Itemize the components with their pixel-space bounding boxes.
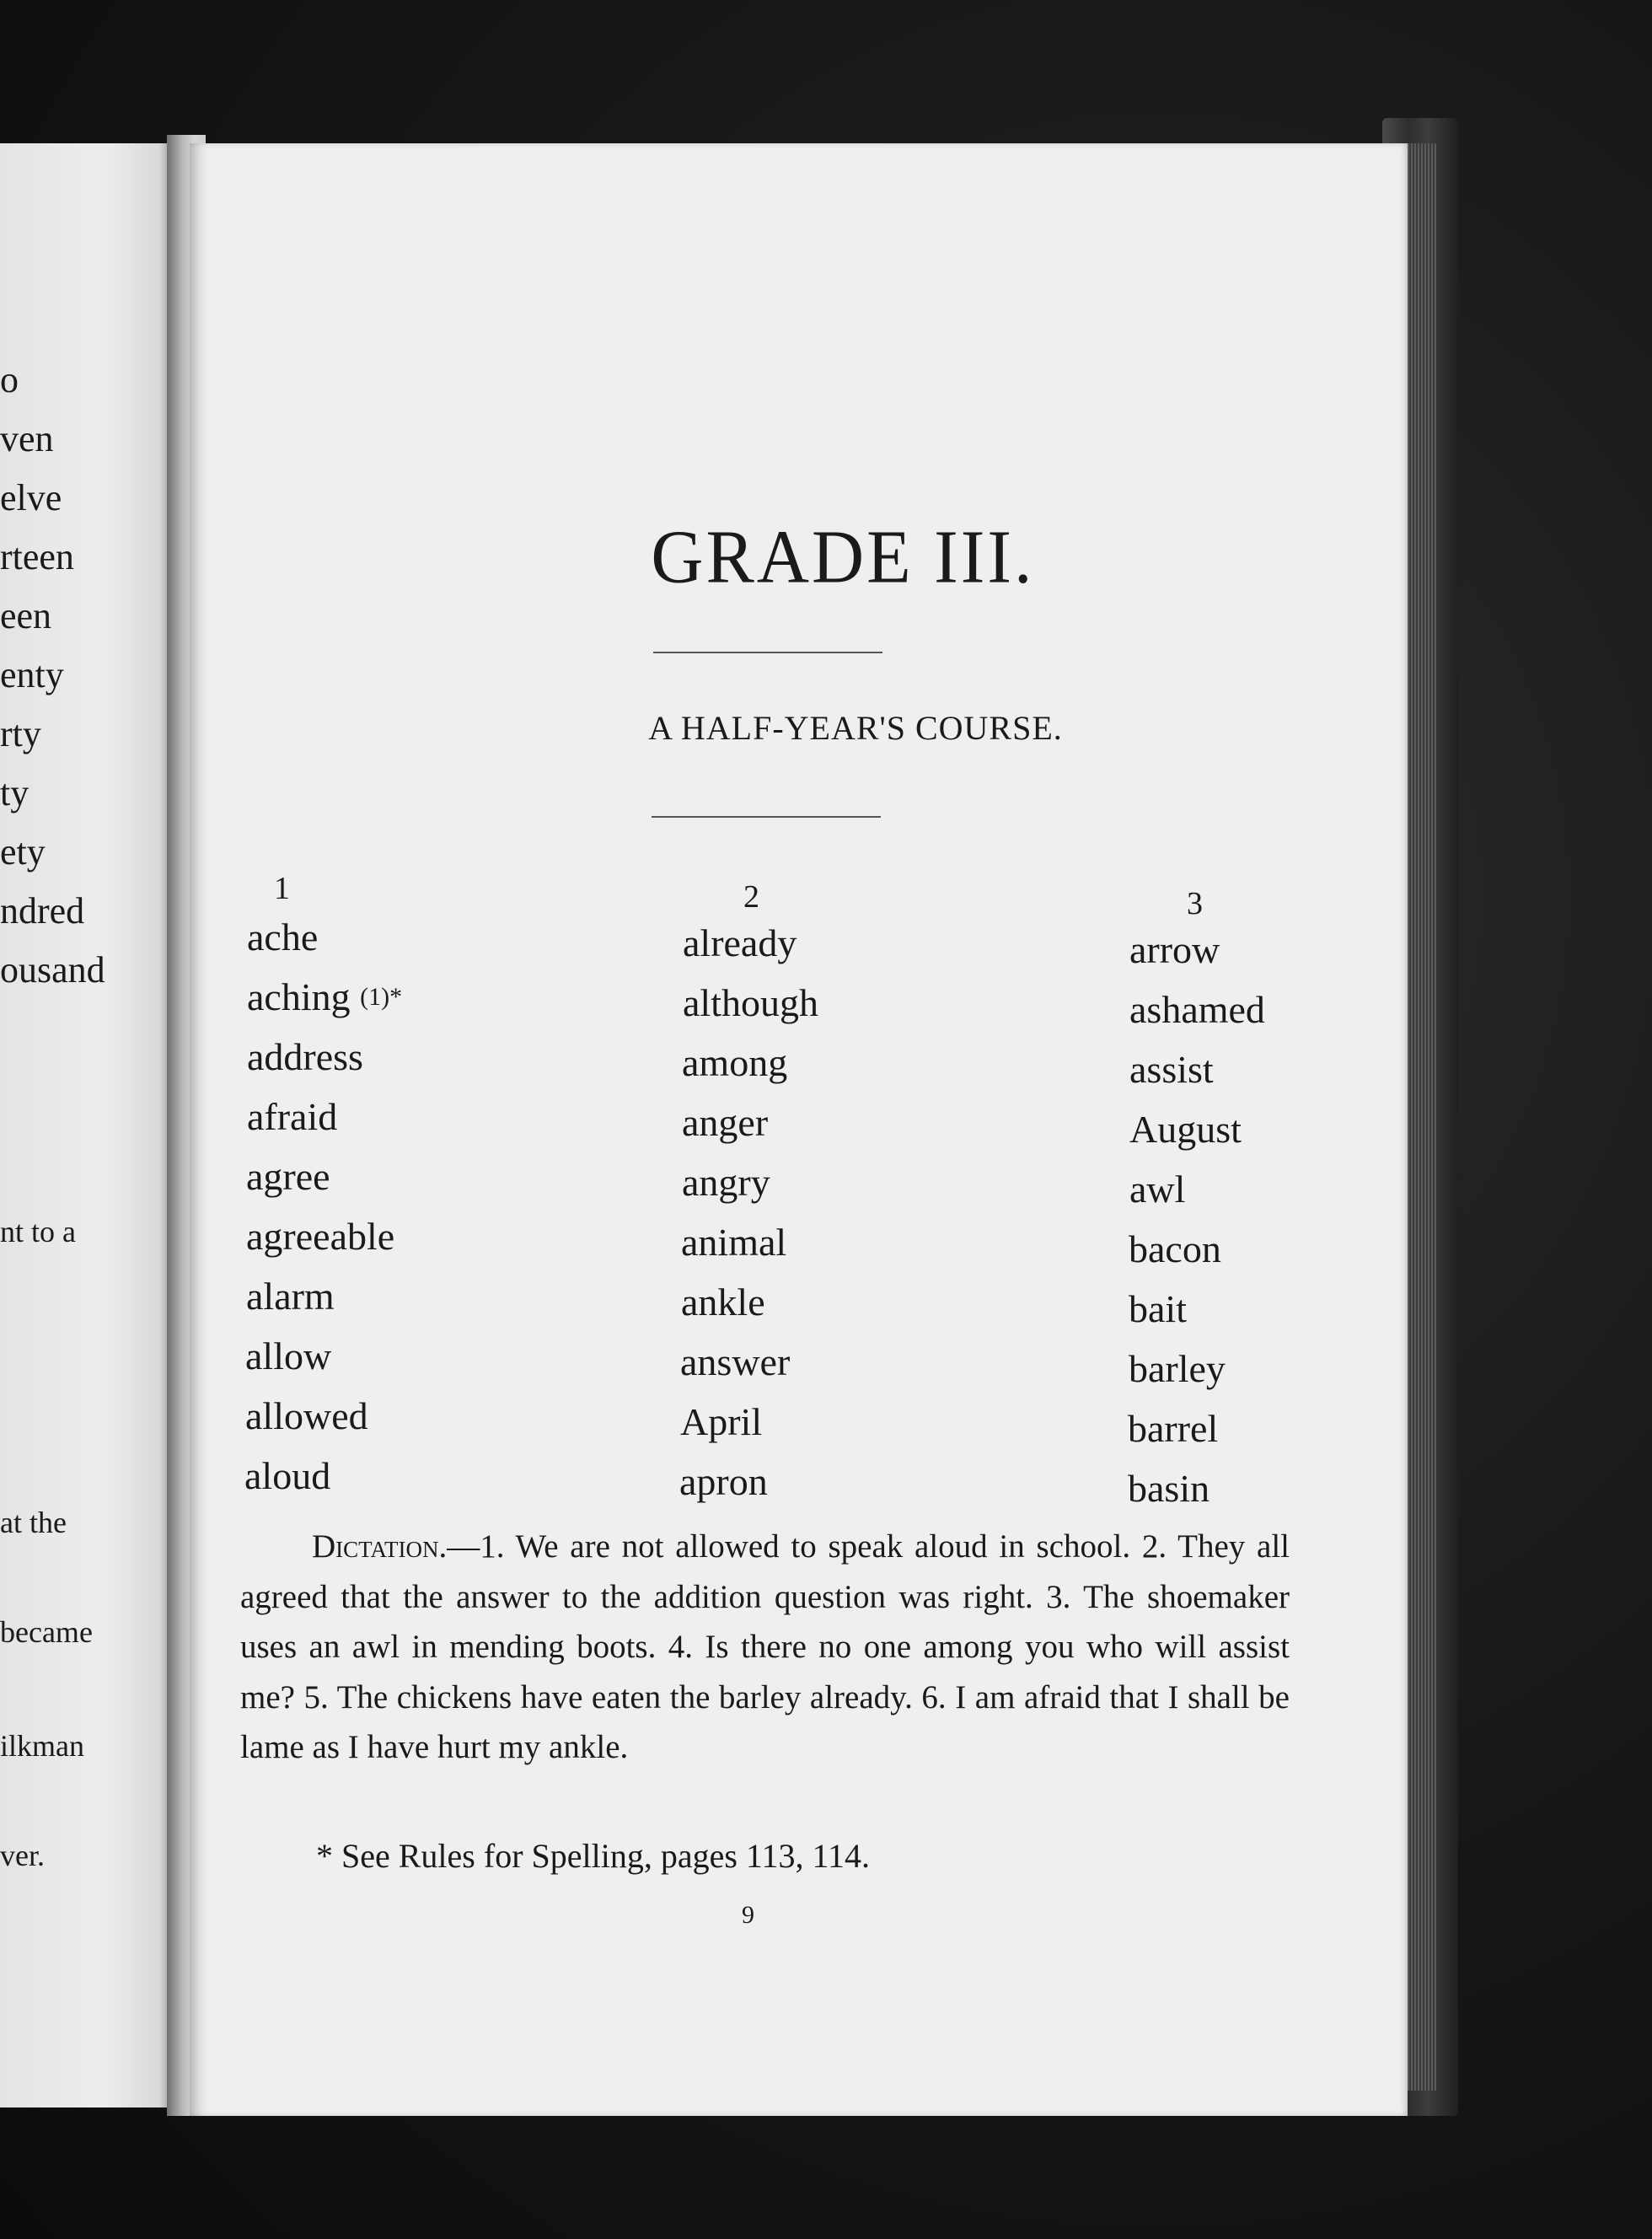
left-text-line: ven	[0, 418, 54, 459]
column-heading: 3	[1187, 886, 1203, 921]
spelling-word: aloud	[244, 1454, 331, 1497]
spelling-word: address	[247, 1035, 363, 1078]
left-text-line: ty	[0, 772, 30, 813]
spelling-word: answer	[680, 1340, 791, 1383]
spelling-word: agreeable	[246, 1215, 395, 1258]
spelling-word: barley	[1129, 1347, 1226, 1390]
spelling-word: already	[683, 921, 797, 964]
spelling-word: although	[683, 981, 818, 1024]
spelling-word: bait	[1129, 1287, 1187, 1330]
left-text-line: o	[0, 359, 19, 400]
subtitle-divider	[652, 816, 881, 818]
dictation-label: Dictation.	[312, 1528, 448, 1565]
page-number: 9	[742, 1901, 754, 1929]
left-text-line: ousand	[0, 949, 105, 991]
spelling-word: animal	[681, 1221, 787, 1264]
footnote-marker: (1)*	[360, 983, 403, 1011]
title-divider	[653, 652, 882, 653]
left-text-line: een	[0, 595, 52, 636]
left-text-line: enty	[0, 654, 64, 695]
spelling-word: barrel	[1128, 1407, 1219, 1450]
spelling-word: allow	[245, 1334, 332, 1377]
spelling-word-with-note	[247, 975, 402, 1019]
dictation-paragraph	[240, 1522, 1290, 1773]
spelling-word: April	[680, 1400, 763, 1443]
spelling-word: bacon	[1129, 1227, 1221, 1270]
spelling-word: alarm	[246, 1275, 335, 1318]
spelling-word: ache	[247, 915, 319, 958]
page-subtitle: A HALF-YEAR'S COURSE.	[648, 709, 1063, 747]
page-title: GRADE III.	[651, 513, 1035, 599]
spelling-word: ankle	[681, 1281, 765, 1324]
left-page-fragment	[0, 143, 173, 2107]
spelling-word: assist	[1129, 1048, 1214, 1091]
left-text-fragment: ilkman	[0, 1729, 84, 1763]
spelling-word: August	[1129, 1108, 1242, 1151]
left-text-line: elve	[0, 477, 62, 518]
right-page	[190, 143, 1408, 2116]
spelling-word: among	[682, 1041, 788, 1084]
spelling-word: ashamed	[1129, 988, 1265, 1031]
left-text-line: rty	[0, 713, 41, 754]
spelling-word: apron	[679, 1460, 768, 1503]
column-heading: 1	[274, 871, 290, 906]
spelling-word: aching	[247, 975, 351, 1018]
spelling-word: arrow	[1129, 928, 1220, 971]
left-text-line: ndred	[0, 890, 85, 932]
left-text-fragment: ver.	[0, 1839, 45, 1872]
spelling-word: agree	[246, 1155, 330, 1198]
dictation-text: —1. We are not allowed to speak aloud in school. 2. They all agreed that the answer to the addition question was right. 3. The shoemaker uses an awl in mending boots. 4. Is there no one among you who will assist me? 5. The chickens have eaten the barley already. 6. I am afraid that I shall be lame as I have hurt my ankle.	[240, 1528, 1290, 1765]
left-text-fragment: at the	[0, 1506, 67, 1539]
column-heading: 2	[743, 879, 759, 915]
spelling-word: angry	[682, 1161, 770, 1204]
spelling-word: basin	[1128, 1467, 1210, 1510]
spelling-word: anger	[682, 1101, 769, 1144]
spelling-word: allowed	[245, 1394, 368, 1437]
spelling-word: afraid	[247, 1095, 338, 1138]
left-text-line: ety	[0, 831, 46, 873]
spelling-word: awl	[1129, 1168, 1186, 1211]
left-text-line: rteen	[0, 536, 74, 577]
footnote: * See Rules for Spelling, pages 113, 114.	[316, 1837, 870, 1875]
left-text-fragment: became	[0, 1615, 93, 1649]
left-text-fragment: nt to a	[0, 1215, 76, 1248]
